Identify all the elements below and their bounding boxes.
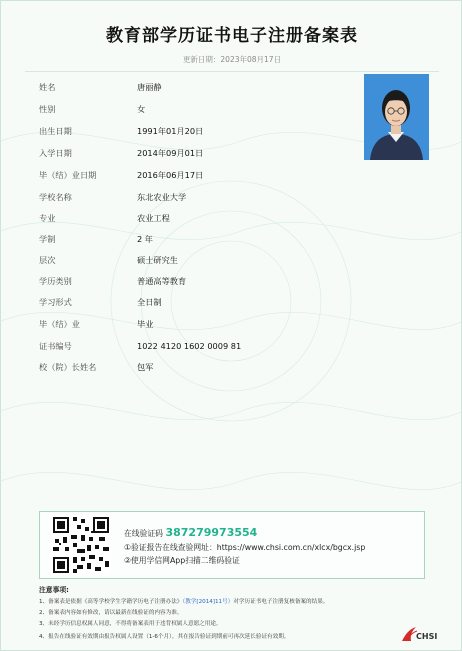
field-label: 学历类别 — [39, 276, 72, 286]
verification-box — [39, 511, 425, 579]
verification-code-line — [124, 526, 257, 539]
field-label: 入学日期 — [39, 148, 72, 158]
field-value: 女 — [137, 104, 146, 114]
field-value: 1991年01月20日 — [137, 126, 204, 136]
field-value: 1022 4120 1602 0009 81 — [137, 341, 242, 351]
field-row-education-type — [39, 272, 359, 291]
note-3: 3、未经学历信息权属人同意，不得将备案表用于违背权属人意愿之用途。 — [39, 621, 222, 627]
field-row-duration — [39, 230, 359, 249]
field-value: 唐丽静 — [137, 82, 162, 92]
field-label: 学校名称 — [39, 192, 72, 202]
page-title: 教育部学历证书电子注册备案表 — [106, 26, 358, 46]
note-1-text: 1、备案表是依据《高等学校学生学籍学历电子注册办法》 — [39, 599, 183, 605]
field-row-graduation-date — [39, 166, 359, 185]
field-row-name — [39, 78, 359, 97]
note-1-tail: 对学历证书电子注册复核备案的结果。 — [233, 599, 329, 605]
field-row-study-mode — [39, 293, 359, 312]
regulation-link[interactable]: （教学[2014]11号） — [182, 599, 234, 605]
field-value: 东北农业大学 — [137, 192, 187, 202]
field-label: 校（院）长姓名 — [39, 362, 97, 372]
field-row-level — [39, 251, 359, 270]
verification-app-hint: ②使用学信网App扫描二维码验证 — [124, 556, 240, 565]
field-label: 性别 — [39, 104, 56, 114]
field-label: 专业 — [39, 213, 56, 223]
divider — [25, 71, 439, 72]
field-label: 学制 — [39, 234, 56, 244]
field-label: 姓名 — [39, 82, 56, 92]
field-label: 出生日期 — [39, 126, 72, 136]
field-row-gender — [39, 100, 359, 119]
field-value: 全日制 — [137, 297, 162, 307]
note-2: 2、备案表内容如有修改，请以最新在线验证的内容为准。 — [39, 610, 183, 616]
field-row-major — [39, 209, 359, 228]
note-1 — [39, 597, 328, 605]
field-value: 普通高等教育 — [137, 276, 187, 286]
field-label: 毕（结）业日期 — [39, 170, 97, 180]
field-row-enroll-date — [39, 144, 359, 163]
field-row-completion — [39, 315, 359, 334]
field-row-school — [39, 188, 359, 207]
updated-date: 更新日期：2023年08月17日 — [182, 55, 282, 64]
field-value: 硕士研究生 — [137, 255, 178, 265]
field-value: 2014年09月01日 — [137, 148, 204, 158]
qr-code[interactable] — [51, 515, 111, 575]
field-row-certificate-number — [39, 337, 359, 356]
id-photo — [364, 74, 429, 160]
verification-code: 387279973554 — [165, 526, 258, 539]
field-label: 毕（结）业 — [39, 319, 80, 329]
field-label: 证书编号 — [39, 341, 72, 351]
field-value: 毕业 — [137, 319, 154, 329]
verification-code-label: 在线验证码 — [124, 529, 163, 538]
field-label: 层次 — [39, 255, 56, 265]
field-value: 农业工程 — [137, 213, 170, 223]
field-row-birth-date — [39, 122, 359, 141]
field-value: 2016年06月17日 — [137, 170, 204, 180]
field-label: 学习形式 — [39, 297, 72, 307]
notes-title: 注意事项: — [39, 586, 69, 594]
field-value: 2 年 — [137, 234, 153, 244]
chsi-logo-text: CHSI — [416, 632, 438, 641]
verification-url[interactable]: ①验证报告在线查验网址：https://www.chsi.com.cn/xlcx/bgcx.jsp — [124, 543, 366, 552]
note-4: 4、报告在线验证有效期由报告权属人设置（1-6个月），其在报告验证到期前可再次延长验证有效期。 — [39, 634, 290, 640]
field-value: 包军 — [137, 362, 154, 372]
field-row-president — [39, 358, 359, 377]
